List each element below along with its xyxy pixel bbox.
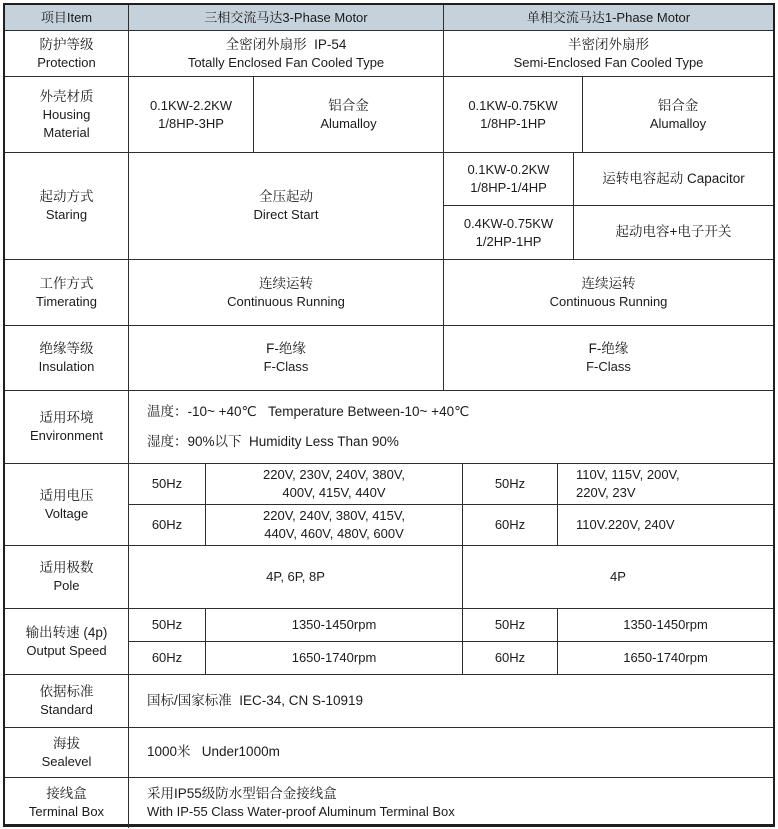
starting-1p-sub1-power-cell xyxy=(444,153,574,205)
row-output-speed xyxy=(5,609,773,675)
standard-value: 国标/国家标准 IEC-34, CN S-10919 xyxy=(147,692,364,708)
pole-label-zh: 适用极数 xyxy=(39,560,94,576)
header-one-phase-label: 单相交流马达1-Phase Motor xyxy=(526,9,691,25)
environment-label-cell xyxy=(5,391,129,463)
insulation-label-en: Insulation xyxy=(38,359,95,375)
speed-50hz-subrow xyxy=(129,609,773,642)
speed-label-zh: 输出转速 (4p) xyxy=(25,624,108,640)
sealevel-value: 1000米 Under1000m xyxy=(147,744,280,760)
starting-1p-sub2-kw: 0.4KW-0.75KW xyxy=(463,215,554,231)
speed-1p-60hz-rpm: 1650-1740rpm xyxy=(623,650,708,666)
speed-label-cell xyxy=(5,609,129,674)
housing-label-zh: 外壳材质 xyxy=(39,88,94,104)
voltage-1p-50hz-line2: 220V, 23V xyxy=(576,485,636,500)
voltage-1p-50hz-line1: 110V, 115V, 200V, xyxy=(576,467,680,483)
protection-3p-zh: 全密闭外扇形 IP-54 xyxy=(225,36,347,52)
speed-3p-60hz-rpm: 1650-1740rpm xyxy=(291,650,377,666)
insulation-1p-zh: F-绝缘 xyxy=(588,341,629,357)
protection-three-phase-cell xyxy=(129,31,444,76)
voltage-1p-60hz-freq: 60Hz xyxy=(494,517,526,533)
starting-1p-sub1-kw: 0.1KW-0.2KW xyxy=(467,162,550,178)
voltage-3p-60hz-freq: 60Hz xyxy=(151,517,183,533)
timerating-label-cell xyxy=(5,260,129,325)
voltage-3p-50hz-freq-cell xyxy=(129,464,206,504)
pole-1p-cell xyxy=(463,546,773,608)
pole-1p-value: 4P xyxy=(610,569,626,585)
header-item-cell xyxy=(5,5,129,30)
speed-3p-60hz-freq-cell xyxy=(129,642,206,674)
row-protection xyxy=(5,31,773,77)
voltage-3p-60hz-freq-cell xyxy=(129,505,206,545)
protection-label-en: Protection xyxy=(37,54,96,70)
speed-3p-50hz-rpm: 1350-1450rpm xyxy=(291,617,377,633)
starting-1p-subrow-1 xyxy=(444,153,773,206)
pole-label-cell xyxy=(5,546,129,608)
protection-1p-zh: 半密闭外扇形 xyxy=(568,36,649,52)
terminal-value-en: With IP-55 Class Water-proof Aluminum Terminal Box xyxy=(147,804,455,820)
housing-1p-power-kw: 0.1KW-0.75KW xyxy=(468,97,558,113)
speed-1p-60hz-rpm-cell xyxy=(558,642,773,674)
speed-1p-60hz-freq-cell xyxy=(463,642,558,674)
timerating-3p-cell xyxy=(129,260,444,325)
terminal-label-cell xyxy=(5,778,129,828)
housing-1p-material-en: Alumalloy xyxy=(649,115,707,131)
speed-stack xyxy=(129,609,773,674)
standard-value-cell xyxy=(129,675,773,727)
starting-1p-sub2-method-cell xyxy=(574,206,773,259)
header-three-phase-cell xyxy=(129,5,444,30)
table-header-row xyxy=(5,5,773,31)
timerating-1p-en: Continuous Running xyxy=(549,293,668,309)
housing-1p-power-cell xyxy=(444,77,583,152)
housing-1p-material-cell xyxy=(583,77,773,152)
voltage-1p-50hz-freq-cell xyxy=(463,464,558,504)
header-item-label: 项目Item xyxy=(40,9,93,25)
row-environment xyxy=(5,391,773,464)
starting-3p-cell xyxy=(129,153,444,259)
header-one-phase-cell xyxy=(444,5,773,30)
sealevel-value-cell xyxy=(129,728,773,777)
starting-1p-stack xyxy=(444,153,773,259)
timerating-3p-en: Continuous Running xyxy=(227,293,345,309)
voltage-1p-60hz-values-cell xyxy=(558,505,773,545)
speed-1p-50hz-freq: 50Hz xyxy=(494,617,526,633)
pole-3p-value: 4P, 6P, 8P xyxy=(266,569,325,585)
housing-1p-power-hp: 1/8HP-1HP xyxy=(480,115,546,131)
voltage-label-zh: 适用电压 xyxy=(39,487,94,503)
starting-1p-sub2-power-cell xyxy=(444,206,574,259)
row-pole xyxy=(5,546,773,609)
speed-1p-50hz-rpm: 1350-1450rpm xyxy=(623,617,708,633)
protection-3p-en: Totally Enclosed Fan Cooled Type xyxy=(187,54,385,70)
row-standard xyxy=(5,675,773,728)
voltage-stack xyxy=(129,464,773,545)
insulation-3p-zh: F-绝缘 xyxy=(266,341,306,357)
voltage-3p-50hz-values-cell xyxy=(206,464,463,504)
starting-label-en: Staring xyxy=(45,207,88,223)
speed-1p-60hz-freq: 60Hz xyxy=(494,650,526,666)
timerating-1p-zh: 连续运转 xyxy=(581,275,636,291)
protection-label-cell xyxy=(5,31,129,76)
speed-1p-50hz-rpm-cell xyxy=(558,609,773,641)
row-terminal-box xyxy=(5,778,773,828)
starting-1p-sub2-hp: 1/2HP-1HP xyxy=(475,233,542,249)
starting-1p-sub2-method: 起动电容+电子开关 xyxy=(615,224,732,240)
environment-label-en: Environment xyxy=(30,428,103,444)
starting-label-zh: 起动方式 xyxy=(39,189,94,205)
timerating-label-zh: 工作方式 xyxy=(39,275,94,291)
voltage-label-cell xyxy=(5,464,129,545)
terminal-label-en: Terminal Box xyxy=(28,804,105,820)
speed-3p-50hz-rpm-cell xyxy=(206,609,463,641)
starting-1p-sub1-method-cell xyxy=(574,153,773,205)
timerating-3p-zh: 连续运转 xyxy=(259,275,313,291)
starting-1p-subrow-2 xyxy=(444,206,773,259)
voltage-3p-50hz-line1: 220V, 230V, 240V, 380V, xyxy=(263,467,405,483)
housing-3p-power-kw: 0.1KW-2.2KW xyxy=(149,97,233,113)
row-timerating xyxy=(5,260,773,326)
insulation-3p-cell xyxy=(129,326,444,390)
speed-3p-60hz-freq: 60Hz xyxy=(151,650,183,666)
environment-value-cell xyxy=(129,391,773,463)
speed-3p-60hz-rpm-cell xyxy=(206,642,463,674)
sealevel-label-zh: 海拔 xyxy=(53,735,80,751)
starting-label-cell xyxy=(5,153,129,259)
housing-3p-material-cell xyxy=(254,77,444,152)
voltage-3p-60hz-line1: 220V, 240V, 380V, 415V, xyxy=(263,508,405,524)
insulation-1p-en: F-Class xyxy=(586,359,631,375)
housing-label-en2: Material xyxy=(43,124,90,140)
protection-one-phase-cell xyxy=(444,31,773,76)
speed-1p-50hz-freq-cell xyxy=(463,609,558,641)
speed-3p-50hz-freq: 50Hz xyxy=(151,617,183,633)
voltage-1p-50hz-values-cell xyxy=(558,464,773,504)
terminal-value-zh: 采用IP55级防水型铝合金接线盒 xyxy=(147,786,337,802)
starting-3p-zh: 全压起动 xyxy=(259,189,313,205)
voltage-50hz-subrow xyxy=(129,464,773,505)
insulation-1p-cell xyxy=(444,326,773,390)
housing-3p-material-en: Alumalloy xyxy=(320,115,377,131)
row-voltage xyxy=(5,464,773,546)
voltage-3p-60hz-line2: 440V, 460V, 480V, 600V xyxy=(264,526,404,541)
environment-temperature-line: 温度：-10~ +40℃ Temperature Between-10~ +40℃ xyxy=(147,404,470,420)
housing-label-cell xyxy=(5,77,129,152)
speed-label-en: Output Speed xyxy=(26,642,107,658)
standard-label-en: Standard xyxy=(40,702,93,718)
protection-label-zh: 防护等级 xyxy=(39,36,94,52)
terminal-value-cell xyxy=(129,778,773,828)
starting-3p-en: Direct Start xyxy=(253,207,319,223)
sealevel-label-cell xyxy=(5,728,129,777)
insulation-label-cell xyxy=(5,326,129,390)
standard-label-zh: 依据标准 xyxy=(39,684,94,700)
pole-label-en: Pole xyxy=(53,578,80,594)
row-starting xyxy=(5,153,773,260)
speed-3p-50hz-freq-cell xyxy=(129,609,206,641)
voltage-1p-60hz-line1: 110V.220V, 240V xyxy=(576,517,675,533)
speed-60hz-subrow xyxy=(129,642,773,674)
insulation-label-zh: 绝缘等级 xyxy=(39,341,94,357)
starting-1p-sub1-hp: 1/8HP-1/4HP xyxy=(470,180,547,195)
row-sealevel xyxy=(5,728,773,778)
housing-1p-material-zh: 铝合金 xyxy=(657,97,699,113)
row-housing xyxy=(5,77,773,153)
terminal-label-zh: 接线盒 xyxy=(46,786,87,802)
housing-3p-material-zh: 铝合金 xyxy=(328,97,369,113)
voltage-3p-50hz-line2: 400V, 415V, 440V xyxy=(282,485,386,500)
protection-1p-en: Semi-Enclosed Fan Cooled Type xyxy=(513,54,704,70)
motor-spec-table xyxy=(3,3,775,827)
housing-label-en1: Housing xyxy=(42,107,91,123)
insulation-3p-en: F-Class xyxy=(263,359,309,375)
sealevel-label-en: Sealevel xyxy=(41,753,92,769)
housing-3p-power-cell xyxy=(129,77,254,152)
standard-label-cell xyxy=(5,675,129,727)
voltage-1p-50hz-freq: 50Hz xyxy=(494,476,526,492)
housing-3p-power-hp: 1/8HP-3HP xyxy=(158,115,224,131)
row-insulation xyxy=(5,326,773,391)
voltage-3p-50hz-freq: 50Hz xyxy=(151,476,183,492)
voltage-label-en: Voltage xyxy=(44,505,89,521)
voltage-1p-60hz-freq-cell xyxy=(463,505,558,545)
header-three-phase-label: 三相交流马达3-Phase Motor xyxy=(204,9,368,25)
environment-humidity-line: 湿度：90%以下 Humidity Less Than 90% xyxy=(147,433,399,449)
timerating-1p-cell xyxy=(444,260,773,325)
starting-1p-sub1-method: 运转电容起动 Capacitor xyxy=(602,170,745,186)
timerating-label-en: Timerating xyxy=(36,293,97,309)
voltage-60hz-subrow xyxy=(129,505,773,545)
pole-3p-cell xyxy=(129,546,463,608)
voltage-3p-60hz-values-cell xyxy=(206,505,463,545)
environment-label-zh: 适用环境 xyxy=(39,410,94,426)
